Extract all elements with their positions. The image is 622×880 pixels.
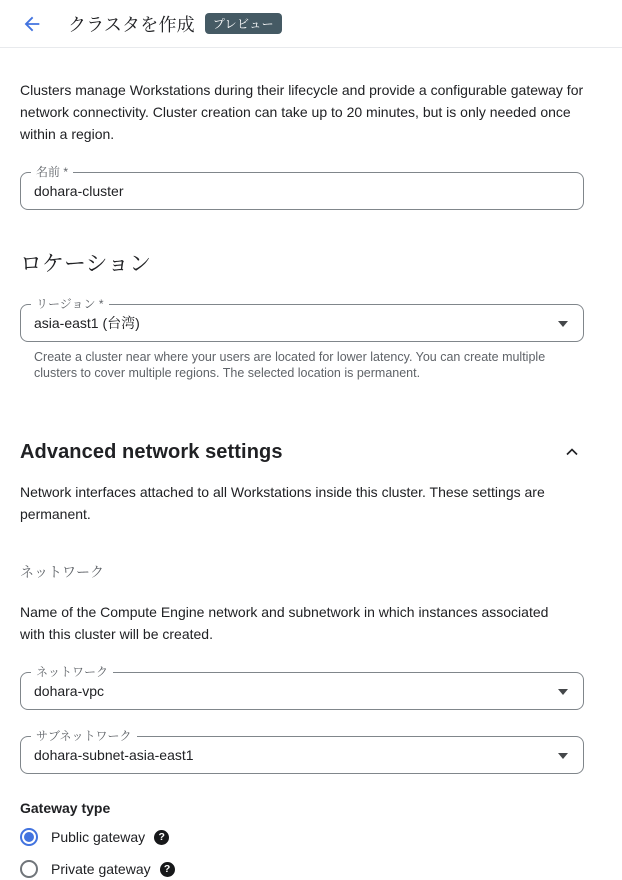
network-select-value: dohara-vpc (34, 683, 105, 699)
name-field-label: 名前 * (31, 164, 73, 180)
form-content (0, 79, 622, 880)
page-header (0, 0, 622, 48)
back-arrow-icon (21, 13, 43, 35)
advanced-network-settings-title: Advanced network settings (20, 440, 283, 463)
region-select[interactable] (20, 297, 584, 342)
dropdown-arrow-icon (558, 753, 568, 759)
radio-private-gateway[interactable] (20, 858, 584, 880)
back-button[interactable] (20, 12, 44, 36)
cluster-intro-text: Clusters manage Workstations during their lifecycle and provide a configurable gateway for network connectivity. Cluster creation can take up to 20 minutes, but is only needed once within a region. (20, 82, 584, 142)
preview-badge: プレビュー (205, 13, 282, 34)
network-select[interactable] (20, 665, 584, 710)
chevron-up-icon[interactable] (560, 440, 584, 464)
gateway-type-label: Gateway type (20, 800, 111, 816)
private-gateway-label: Private gateway (51, 861, 151, 877)
network-subsection-description: Name of the Compute Engine network and subnetwork in which instances associated with this cluster will be created. (20, 604, 549, 642)
name-field[interactable] (20, 165, 584, 210)
location-section-title: ロケーション (20, 251, 152, 276)
name-field-value[interactable]: dohara-cluster (34, 183, 124, 199)
advanced-network-settings-expander[interactable] (20, 440, 584, 464)
radio-button-icon[interactable] (20, 828, 38, 846)
dropdown-arrow-icon (558, 689, 568, 695)
radio-public-gateway[interactable] (20, 826, 584, 848)
subnetwork-select-label: サブネットワーク (31, 728, 137, 744)
radio-button-icon[interactable] (20, 860, 38, 878)
help-icon[interactable]: ? (154, 830, 169, 845)
network-subsection-title: ネットワーク (20, 564, 104, 580)
network-select-label: ネットワーク (31, 664, 113, 680)
advanced-network-description: Network interfaces attached to all Workstations inside this cluster. These settings are permanent. (20, 484, 545, 522)
region-select-label: リージョン * (31, 296, 109, 312)
help-icon[interactable]: ? (160, 862, 175, 877)
region-select-value: asia-east1 (台湾) (34, 315, 140, 331)
dropdown-arrow-icon (558, 321, 568, 327)
public-gateway-label: Public gateway (51, 829, 146, 845)
region-helper-text: Create a cluster near where your users are located for lower latency. You can create multiple clusters to cover multiple regions. The selected location is permanent. (34, 350, 546, 380)
subnetwork-select-value: dohara-subnet-asia-east1 (34, 747, 194, 763)
subnetwork-select[interactable] (20, 729, 584, 774)
page-title: クラスタを作成 (68, 14, 195, 35)
